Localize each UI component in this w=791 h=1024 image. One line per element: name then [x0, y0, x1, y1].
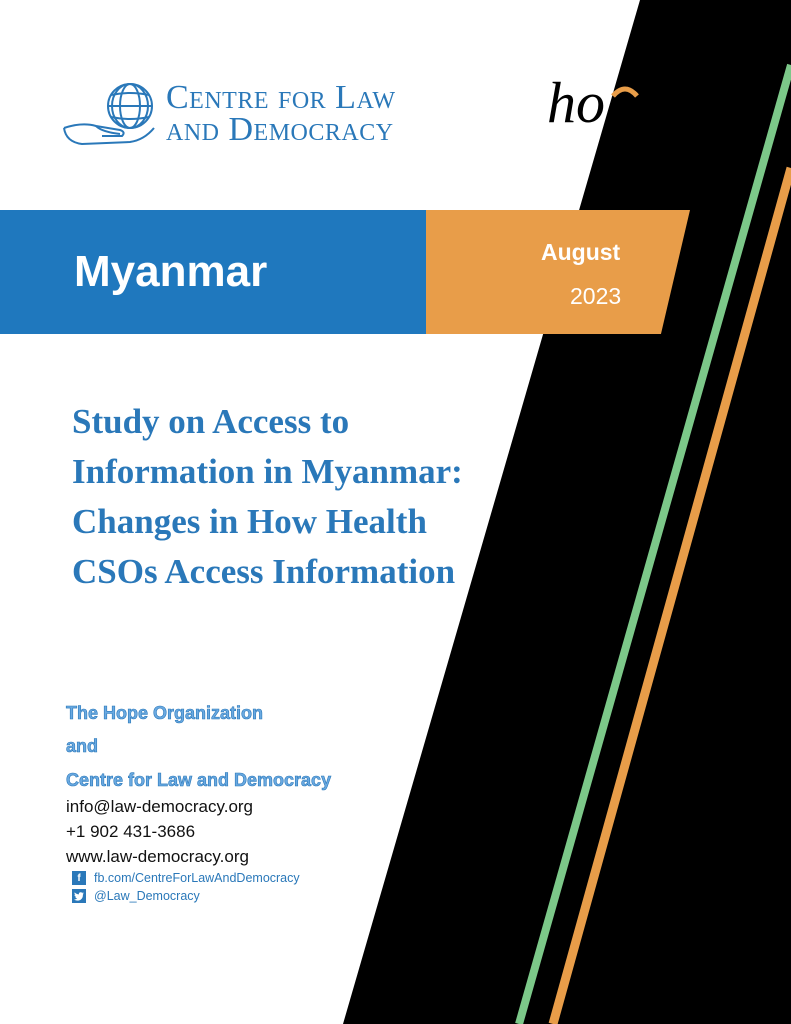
title-line: Study on Access to [72, 402, 350, 441]
twitter-handle: @Law_Democracy [94, 889, 200, 903]
hope-organization-logo [545, 72, 649, 136]
date-banner [426, 210, 690, 334]
org-name [166, 79, 396, 148]
globe-hand-icon [62, 78, 162, 154]
facebook-link[interactable] [72, 870, 300, 886]
author-hope-organization: The Hope Organization [66, 703, 264, 723]
title-line: Information in Myanmar: [72, 452, 463, 491]
logo-accent [613, 89, 637, 96]
partner-logo-text: ho [547, 72, 605, 135]
facebook-handle: fb.com/CentreForLawAndDemocracy [94, 871, 300, 885]
twitter-icon [72, 889, 86, 903]
author-cld: Centre for Law and Democracy [66, 770, 332, 790]
cld-logo [62, 78, 472, 154]
twitter-link[interactable] [72, 888, 200, 904]
contact-phone: +1 902 431-3686 [66, 822, 196, 841]
org-name-line1: Centre for Law [166, 79, 396, 116]
country-label: Myanmar [74, 247, 268, 296]
title-line: Changes in How Health [72, 502, 427, 541]
contact-email[interactable]: info@law-democracy.org [66, 797, 254, 816]
facebook-icon: f [72, 871, 86, 885]
date-year: 2023 [570, 283, 622, 309]
org-name-line2: and Democracy [166, 111, 394, 148]
title-line: CSOs Access Information [72, 552, 456, 591]
contact-website[interactable]: www.law-democracy.org [66, 847, 249, 866]
date-month: August [541, 239, 621, 265]
author-conjunction: and [66, 736, 99, 756]
report-title [72, 397, 572, 597]
